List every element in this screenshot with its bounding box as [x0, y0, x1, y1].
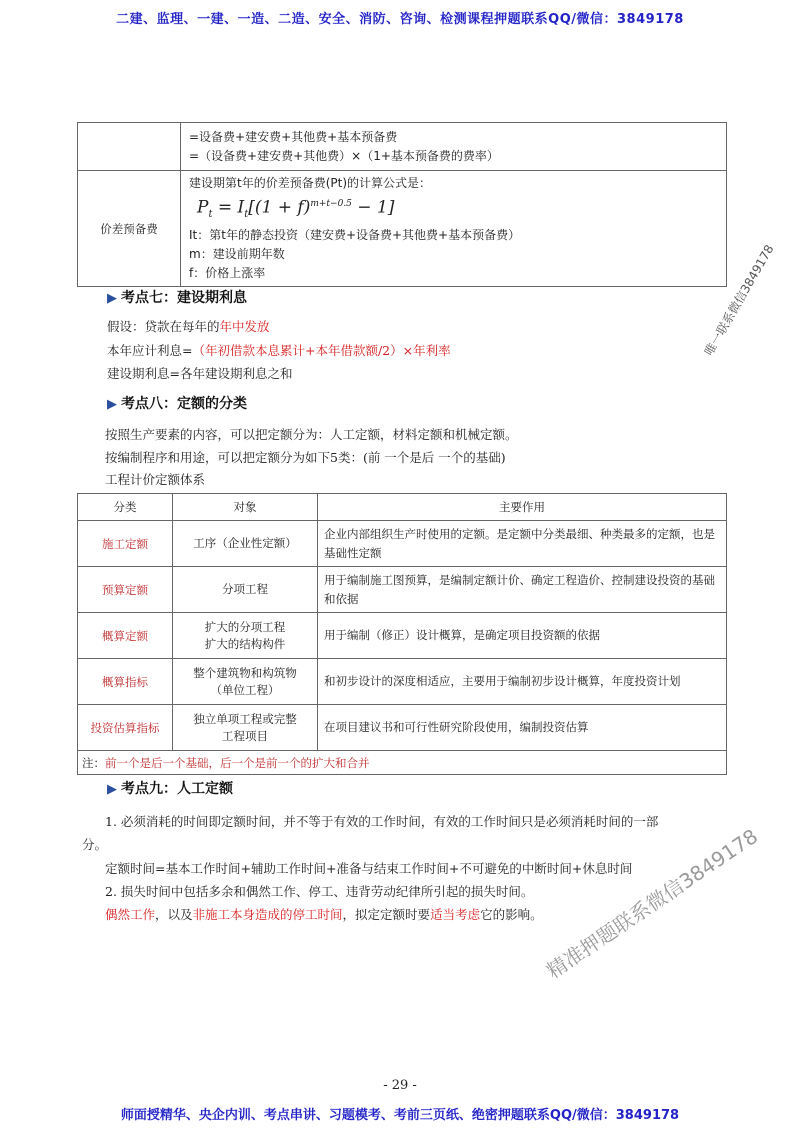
section-7-title: ▶ 考点七：建设期利息: [107, 290, 247, 306]
col-header-function: 主要作用: [318, 494, 727, 521]
def-f: f：价格上涨率: [189, 266, 266, 281]
table-row: 施工定额 工序（企业性定额） 企业内部组织生产时使用的定额。是定额中分类最细、种类最多的定额，也是基础性定额: [78, 521, 727, 567]
row1-content-cell: [181, 123, 727, 171]
sec9-para-3: 2. 损失时间中包括多余和偶然工作、停工、违背劳动纪律所引起的损失时间。: [105, 884, 534, 899]
page-header: 二建、监理、一建、一造、二造、安全、消防、咨询、检测课程押题联系QQ/微信：3849178: [116, 12, 684, 27]
sec9-para-4: 偶然工作，以及非施工本身造成的停工时间，拟定定额时要适当考虑它的影响。: [105, 907, 543, 922]
sec8-para-3: 工程计价定额体系: [105, 472, 206, 487]
triangle-bullet-icon: ▶: [107, 782, 117, 797]
section-9-title: ▶ 考点九：人工定额: [107, 781, 233, 797]
def-m: m：建设前期年数: [189, 247, 285, 262]
reserve-fee-table: [77, 122, 727, 287]
sec7-para-1: 假设：贷款在每年的年中发放: [107, 319, 270, 334]
sec9-para-1: 1. 必须消耗的时间即定额时间，并不等于有效的工作时间，有效的工作时间只是必须消耗时间的一部: [105, 814, 659, 829]
sec8-para-1: 按照生产要素的内容，可以把定额分为：人工定额，材料定额和机械定额。: [105, 427, 518, 442]
watermark-top: 唯一联系微信3849178: [701, 242, 777, 358]
price-reserve-intro: 建设期第t年的价差预备费(Pt)的计算公式是：: [189, 176, 432, 190]
sec7-para-2: 本年应计利息=（年初借款本息累计+本年借款额/2）×年利率: [107, 343, 451, 358]
watermark-bottom: 精准押题联系微信3849178: [542, 824, 763, 984]
row1-label-cell: [78, 123, 181, 171]
page-footer: 师面授精华、央企内训、考点串讲、习题模考、考前三页纸、绝密押题联系QQ/微信：3849178: [120, 1108, 680, 1123]
quota-system-table: [77, 493, 727, 775]
section-8-title: ▶ 考点八：定额的分类: [107, 396, 247, 412]
sec7-para-3: 建设期利息=各年建设期利息之和: [107, 366, 293, 381]
col-header-category: 分类: [78, 494, 173, 521]
basic-reserve-formula-2: =（设备费+建安费+其他费）×（1+基本预备费的费率）: [189, 148, 499, 163]
page-number: - 29 -: [383, 1078, 417, 1093]
def-it: It：第t年的静态投资（建安费+设备费+其他费+基本预备费）: [189, 228, 521, 243]
price-reserve-content: [181, 171, 727, 287]
basic-reserve-formula-1: =设备费+建安费+其他费+基本预备费: [189, 129, 398, 144]
sec9-para-2: 定额时间=基本工作时间+辅助工作时间+准备与结束工作时间+不可避免的中断时间+休息时间: [105, 861, 633, 876]
triangle-bullet-icon: ▶: [107, 291, 117, 306]
table-row: 概算指标 整个建筑物和构筑物 （单位工程） 和初步设计的深度相适应，主要用于编制初步设计概算，年度投资计划: [78, 659, 727, 705]
table-row: 预算定额 分项工程 用于编制施工图预算，是编制定额计价、确定工程造价、控制建设投资的基础和依据: [78, 567, 727, 613]
sec8-para-2: 按编制程序和用途，可以把定额分为如下5类：(前 一个是后 一个的基础): [105, 450, 506, 465]
price-reserve-formula: $P_t = I_t[(1 + f)^{m+t-0.5} - 1]$: [197, 197, 395, 221]
table-row: 概算定额 扩大的分项工程 扩大的结构构件 用于编制（修正）设计概算，是确定项目投资额的依据: [78, 613, 727, 659]
triangle-bullet-icon: ▶: [107, 397, 117, 412]
table-row: 投资估算指标 独立单项工程或完整 工程项目 在项目建议书和可行性研究阶段使用，编制投资估算: [78, 705, 727, 751]
col-header-object: 对象: [173, 494, 318, 521]
table-note: 注：前一个是后一个基础，后一个是前一个的扩大和合并: [78, 751, 727, 775]
price-reserve-label: 价差预备费: [78, 171, 181, 287]
sec9-para-1b: 分。: [82, 837, 108, 852]
